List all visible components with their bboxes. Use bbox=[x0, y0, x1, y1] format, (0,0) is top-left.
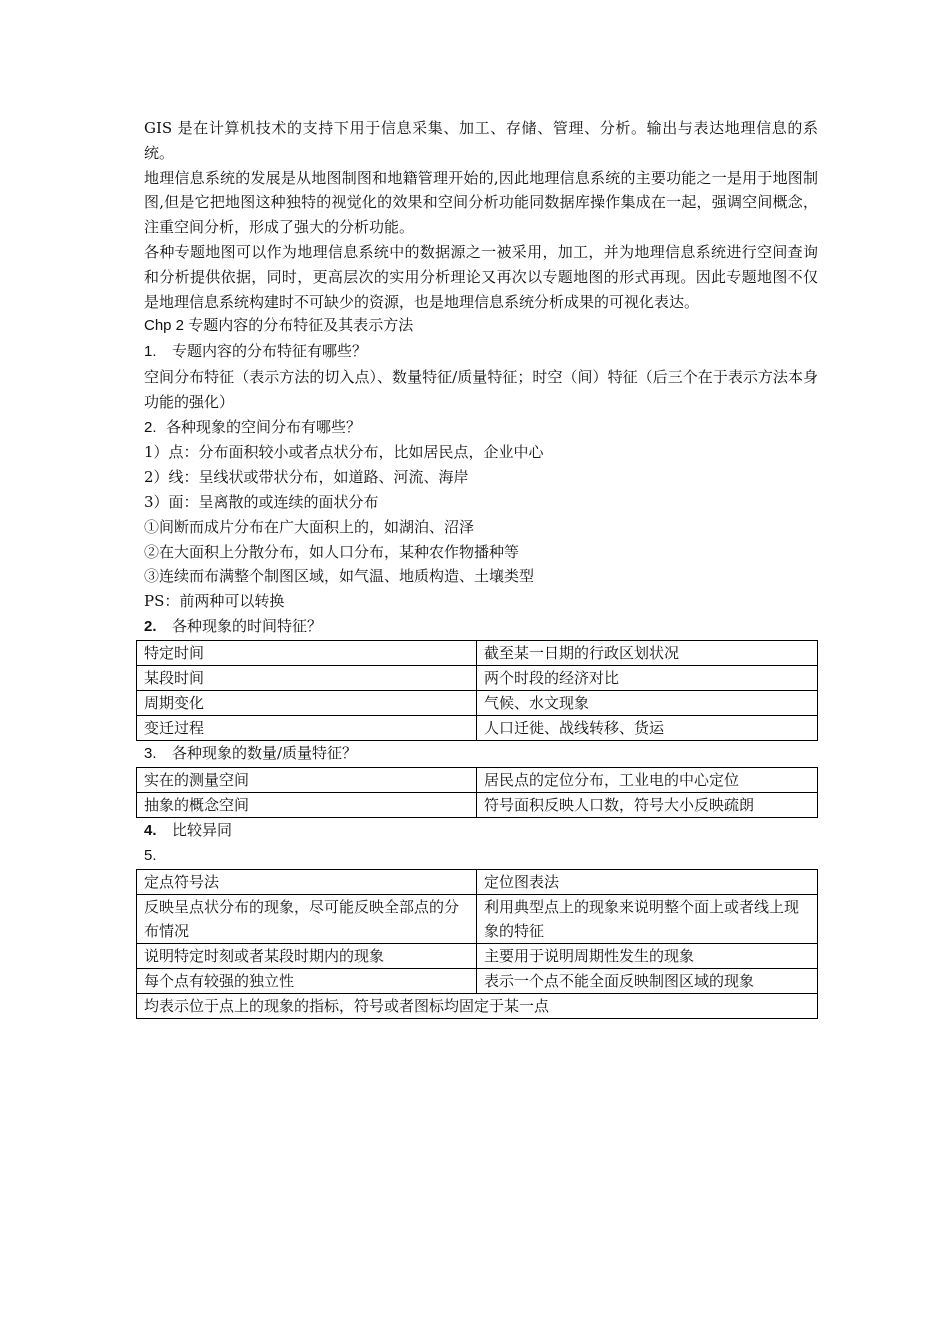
table-cell: 特定时间 bbox=[137, 640, 477, 665]
question-5 bbox=[144, 818, 818, 844]
answer-1: 空间分布特征（表示方法的切入点）、数量特征/质量特征；时空（间）特征（后三个在于表示方法本身功能的强化） bbox=[144, 367, 818, 411]
table-cell: 每个点有较强的独立性 bbox=[137, 969, 477, 994]
table-header-row bbox=[137, 870, 818, 895]
chapter-heading: Chp 2 专题内容的分布特征及其表示方法 bbox=[144, 317, 414, 335]
table-cell: 利用典型点上的现象来说明整个面上或者线上现象的特征 bbox=[477, 895, 818, 944]
table-row bbox=[137, 792, 818, 817]
table-cell: 某段时间 bbox=[137, 665, 477, 690]
table-cell: 周期变化 bbox=[137, 690, 477, 715]
time-feature-table bbox=[136, 640, 818, 741]
table-cell: 说明特定时刻或者某段时期内的现象 bbox=[137, 944, 477, 969]
spatial-note: PS：前两种可以转换 bbox=[144, 592, 285, 611]
table-row bbox=[137, 767, 818, 792]
spatial-item: 3）面：呈离散的或连续的面状分布 bbox=[144, 492, 379, 511]
question-number: 2. bbox=[144, 418, 157, 436]
table-footer-row bbox=[137, 994, 818, 1019]
question-text: 各种现象的时间特征？ bbox=[172, 616, 323, 635]
table-cell: 居民点的定位分布，工业电的中心定位 bbox=[477, 767, 818, 792]
spatial-item: ②在大面积上分散分布，如人口分布，某种农作物播种等 bbox=[144, 542, 520, 561]
table-row bbox=[137, 640, 818, 665]
intro-paragraph-development: 地理信息系统的发展是从地图制图和地籍管理开始的,因此地理信息系统的主要功能之一是用于地图制图,但是它把地图这种独特的视觉化的效果和空间分析功能同数据库操作集成在一起，强调空间概念，注重空间分析，形成了强大的分析功能。 bbox=[144, 168, 818, 237]
table-header-cell: 定点符号法 bbox=[137, 870, 477, 895]
question-number: 5. bbox=[144, 847, 157, 865]
table-cell-merged: 均表示位于点上的现象的指标，符号或者图标均固定于某一点 bbox=[137, 994, 818, 1019]
question-2 bbox=[144, 415, 818, 441]
intro-paragraph-gis: GIS 是在计算机技术的支持下用于信息采集、加工、存储、管理、分析。输出与表达地理信息的系统。 bbox=[144, 119, 818, 162]
question-number: 1. bbox=[144, 343, 157, 361]
table-cell: 主要用于说明周期性发生的现象 bbox=[477, 944, 818, 969]
table-cell: 气候、水文现象 bbox=[477, 690, 818, 715]
table-row bbox=[137, 895, 818, 944]
table-cell: 变迁过程 bbox=[137, 715, 477, 740]
question-number: 3. bbox=[144, 744, 157, 762]
table-cell: 两个时段的经济对比 bbox=[477, 665, 818, 690]
table-cell: 抽象的概念空间 bbox=[137, 792, 477, 817]
question-text: 各种现象的数量/质量特征？ bbox=[172, 743, 358, 762]
document-page bbox=[144, 116, 818, 1019]
table-cell: 符号面积反映人口数，符号大小反映疏朗 bbox=[477, 792, 818, 817]
quantity-feature-table bbox=[136, 767, 818, 818]
table-cell: 反映呈点状分布的现象，尽可能反映全部点的分布情况 bbox=[137, 895, 477, 944]
table-row bbox=[137, 944, 818, 969]
table-row bbox=[137, 690, 818, 715]
question-text: 各种现象的空间分布有哪些？ bbox=[166, 417, 362, 436]
table-row bbox=[137, 665, 818, 690]
table-cell: 实在的测量空间 bbox=[137, 767, 477, 792]
table-header-cell: 定位图表法 bbox=[477, 870, 818, 895]
spatial-item: 1）点：分布面积较小或者点状分布，比如居民点，企业中心 bbox=[144, 443, 544, 462]
spatial-item: 2）线：呈线状或带状分布，如道路、河流、海岸 bbox=[144, 468, 469, 487]
question-text: 比较异同 bbox=[172, 820, 233, 839]
question-text: 专题内容的分布特征有哪些？ bbox=[172, 342, 368, 361]
question-number: 2. bbox=[144, 617, 157, 635]
table-cell: 人口迁徙、战线转移、货运 bbox=[477, 715, 818, 740]
question-1 bbox=[144, 339, 818, 365]
question-6 bbox=[144, 843, 818, 869]
question-number: 4. bbox=[144, 821, 157, 839]
comparison-table bbox=[136, 869, 818, 1019]
question-4 bbox=[144, 741, 818, 767]
spatial-item: ①间断而成片分布在广大面积上的，如湖泊、沼泽 bbox=[144, 517, 475, 536]
table-cell: 截至某一日期的行政区划状况 bbox=[477, 640, 818, 665]
table-row bbox=[137, 715, 818, 740]
table-row bbox=[137, 969, 818, 994]
spatial-item: ③连续而布满整个制图区域，如气温、地质构造、土壤类型 bbox=[144, 567, 535, 586]
question-3 bbox=[144, 614, 818, 640]
intro-paragraph-thematic-maps: 各种专题地图可以作为地理信息系统中的数据源之一被采用，加工，并为地理信息系统进行空间查询和分析提供依据，同时，更高层次的实用分析理论又再次以专题地图的形式再现。因此专题地图不仅是地理信息系统构建时不可缺少的资源，也是地理信息系统分析成果的可视化表达。 bbox=[144, 242, 818, 311]
table-cell: 表示一个点不能全面反映制图区域的现象 bbox=[477, 969, 818, 994]
